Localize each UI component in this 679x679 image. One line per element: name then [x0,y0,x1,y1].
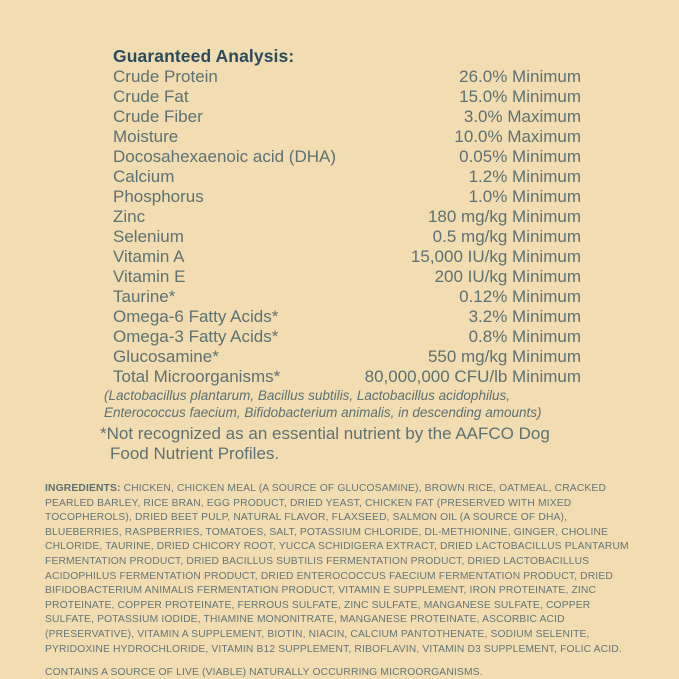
nutrient-value: 10.0% Maximum [454,127,581,146]
ga-row [113,327,581,347]
ga-row [113,367,581,387]
ga-row [113,67,581,87]
nutrient-value: 0.05% Minimum [459,147,581,166]
nutrient-value: 0.5 mg/kg Minimum [432,227,581,246]
nutrient-name: Moisture [113,127,179,146]
ingredients-list: CHICKEN, CHICKEN MEAL (A SOURCE OF GLUCOSAMINE), BROWN RICE, OATMEAL, CRACKED PEARLED BARLEY, RICE BRAN, EGG PRODUCT, DRIED YEAST, CHICKEN FAT (PRESERVED WITH MIXED TOCOPHEROLS), DRIED BEET PULP, NATURAL FLAVOR, FLAXSEED, SALMON OIL (A SOURCE OF DHA), BLUEBERRIES, RASPBERRIES, TOMATOES, SALT, POTASSIUM CHLORIDE, DL-METHIONINE, GINGER, CHOLINE CHLORIDE, TAURINE, DRIED CHICORY ROOT, YUCCA SCHIDIGERA EXTRACT, DRIED LACTOBACILLUS PLANTARUM FERMENTATION PRODUCT, DRIED BACILLUS SUBTILIS FERMENTATION PRODUCT, DRIED LACTOBACILLUS ACIDOPHILUS FERMENTATION PRODUCT, DRIED ENTEROCOCCUS FAECIUM FERMENTATION PRODUCT, DRIED BIFIDOBACTERIUM ANIMALIS FERMENTATION PRODUCT, VITAMIN E SUPPLEMENT, IRON PROTEINATE, ZINC PROTEINATE, COPPER PROTEINATE, FERROUS SULFATE, ZINC SULFATE, MANGANESE SULFATE, COPPER SULFATE, POTASSIUM IODIDE, THIAMINE MONONITRATE, MANGANESE PROTEINATE, ASCORBIC ACID (PRESERVATIVE), VITAMIN A SUPPLEMENT, BIOTIN, NIACIN, CALCIUM PANTOTHENATE, SODIUM SELENITE, PYRIDOXINE HYDROCHLORIDE, VITAMIN B12 SUPPLEMENT, RIBOFLAVIN, VITAMIN D3 SUPPLEMENT, FOLIC ACID. [45,483,629,655]
ga-row [113,347,581,367]
nutrient-value: 15,000 IU/kg Minimum [410,247,581,266]
nutrient-name: Glucosamine* [113,347,219,366]
nutrient-name: Crude Protein [113,67,218,86]
guaranteed-analysis-section [104,46,581,421]
nutrient-name: Selenium [113,227,184,246]
nutrient-value: 1.0% Minimum [468,187,581,206]
nutrient-value: 26.0% Minimum [459,67,581,86]
nutrient-value: 0.8% Minimum [468,327,581,346]
nutrient-name: Taurine* [113,287,176,306]
nutrient-name: Zinc [113,207,146,226]
ga-row [113,107,581,127]
ga-row [113,127,581,147]
ga-row [113,147,581,167]
ga-row [113,87,581,107]
nutrient-name: Omega-6 Fatty Acids* [113,307,279,326]
nutrient-value: 200 IU/kg Minimum [434,267,581,286]
guaranteed-analysis-title: Guaranteed Analysis: [113,46,295,66]
ga-row [113,307,581,327]
ga-row [113,227,581,247]
nutrient-value: 3.2% Minimum [468,307,581,326]
nutrient-value: 0.12% Minimum [459,287,581,306]
ingredients-paragraph [45,482,637,657]
aafco-footnote: *Not recognized as an essential nutrient by the AAFCO Dog Food Nutrient Profiles. [100,424,550,463]
nutrient-name: Vitamin E [113,267,186,286]
ga-row [113,187,581,207]
nutrient-value: 550 mg/kg Minimum [427,347,581,366]
nutrient-name: Calcium [113,167,175,186]
microorganism-species-note: (Lactobacillus plantarum, Bacillus subtilis, Lactobacillus acidophilus, Enterococcus faecium, Bifidobacterium animalis, in descending amounts) [104,388,542,420]
nutrient-name: Total Microorganisms* [113,367,281,386]
nutrient-value: 3.0% Maximum [463,107,581,126]
ga-row [113,247,581,267]
ga-row [113,207,581,227]
ingredients-label: INGREDIENTS: [45,483,121,494]
guaranteed-analysis-table [113,67,581,387]
contains-statement: CONTAINS A SOURCE OF LIVE (VIABLE) NATURALLY OCCURRING MICROORGANISMS. [45,667,483,679]
nutrient-name: Crude Fat [113,87,189,106]
nutrient-name: Docosahexaenoic acid (DHA) [113,147,336,166]
nutrient-value: 80,000,000 CFU/lb Minimum [364,367,581,386]
nutrient-name: Omega-3 Fatty Acids* [113,327,279,346]
nutrient-value: 15.0% Minimum [459,87,581,106]
ga-row [113,267,581,287]
nutrient-value: 1.2% Minimum [468,167,581,186]
nutrient-name: Vitamin A [113,247,185,266]
nutrient-name: Crude Fiber [113,107,203,126]
ga-row [113,287,581,307]
nutrient-name: Phosphorus [113,187,204,206]
nutrient-value: 180 mg/kg Minimum [427,207,581,226]
ingredients-section [45,482,637,679]
ga-row [113,167,581,187]
